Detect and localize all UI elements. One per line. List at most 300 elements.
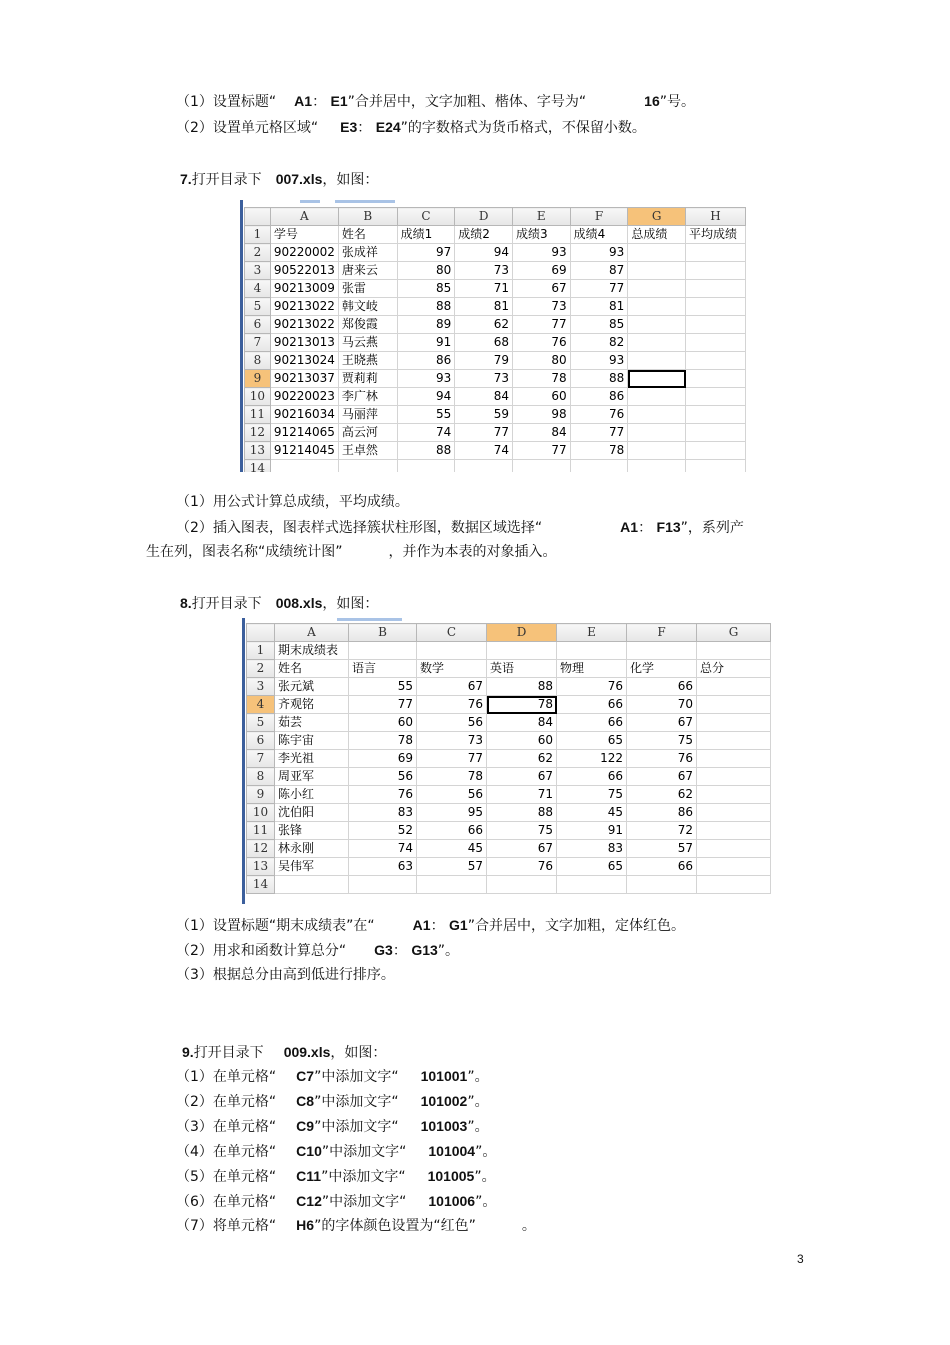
table-row — [245, 460, 746, 473]
cell-B3[interactable]: 55 — [349, 678, 417, 696]
cell-B9[interactable]: 贾莉莉 — [338, 370, 397, 388]
q7-heading: 7.打开目录下 007.xls，如图： — [180, 171, 379, 188]
cell-B11[interactable]: 52 — [349, 822, 417, 840]
table-row — [247, 804, 771, 822]
cell-E11[interactable]: 98 — [512, 406, 570, 424]
cell-A6[interactable]: 90213022 — [270, 316, 338, 334]
cell-F2[interactable]: 93 — [570, 244, 628, 262]
cell-B8[interactable]: 56 — [349, 768, 417, 786]
cell-G12[interactable] — [628, 424, 686, 442]
table-row — [245, 352, 746, 370]
cell-C6[interactable]: 89 — [397, 316, 455, 334]
cell-A7[interactable]: 90213013 — [270, 334, 338, 352]
cell-E7[interactable]: 122 — [557, 750, 627, 768]
cell-D11[interactable]: 75 — [487, 822, 557, 840]
cell-C9[interactable]: 93 — [397, 370, 455, 388]
cell-C7[interactable]: 91 — [397, 334, 455, 352]
cell-D3[interactable]: 88 — [487, 678, 557, 696]
cell-A10[interactable]: 90220023 — [270, 388, 338, 406]
cell-F6[interactable]: 85 — [570, 316, 628, 334]
cell-H11[interactable] — [686, 406, 746, 424]
cell-D13[interactable]: 76 — [487, 858, 557, 876]
q9-heading: 9.打开目录下 009.xls，如图： — [182, 1044, 387, 1061]
cell-D9[interactable]: 73 — [455, 370, 513, 388]
cell-C11[interactable]: 55 — [397, 406, 455, 424]
cell-C4[interactable]: 76 — [417, 696, 487, 714]
table-row — [245, 316, 746, 334]
cell-H14[interactable] — [686, 460, 746, 473]
column-header-E[interactable]: E — [557, 624, 627, 642]
cell-D8[interactable]: 67 — [487, 768, 557, 786]
cell-G10[interactable] — [697, 804, 771, 822]
cell-C14[interactable] — [397, 460, 455, 473]
q9-item-5: （5）在单元格“ C11”中添加文字“ 101005”。 — [176, 1168, 496, 1185]
cell-F8[interactable]: 67 — [627, 768, 697, 786]
table-row — [245, 280, 746, 298]
cell-C1[interactable]: 成绩1 — [397, 226, 455, 244]
cell-F3[interactable]: 87 — [570, 262, 628, 280]
cell-C12[interactable]: 74 — [397, 424, 455, 442]
q8-grid — [246, 623, 771, 894]
cell-E5[interactable]: 66 — [557, 714, 627, 732]
table-row — [245, 262, 746, 280]
cell-A5[interactable]: 茹芸 — [275, 714, 349, 732]
cell-D1[interactable] — [487, 642, 557, 660]
q7-item-2-cont: 生在列，图表名称“成绩统计图” ，并作为本表的对象插入。 — [146, 544, 557, 560]
cell-E2[interactable]: 93 — [512, 244, 570, 262]
column-header-D[interactable]: D — [487, 624, 557, 642]
q9-item-2: （2）在单元格“ C8”中添加文字“ 101002”。 — [176, 1093, 489, 1110]
cell-D13[interactable]: 74 — [455, 442, 513, 460]
cell-G11[interactable] — [628, 406, 686, 424]
cell-G8[interactable] — [628, 352, 686, 370]
cell-G11[interactable] — [697, 822, 771, 840]
cell-G14[interactable] — [697, 876, 771, 894]
cell-D8[interactable]: 79 — [455, 352, 513, 370]
column-header-G[interactable]: G — [697, 624, 771, 642]
cell-F14[interactable] — [570, 460, 628, 473]
cell-C8[interactable]: 78 — [417, 768, 487, 786]
cell-H2[interactable] — [686, 244, 746, 262]
cell-E7[interactable]: 76 — [512, 334, 570, 352]
cell-B7[interactable]: 马云燕 — [338, 334, 397, 352]
row-header[interactable]: 2 — [245, 244, 271, 262]
row-header[interactable]: 4 — [247, 696, 275, 714]
cell-H12[interactable] — [686, 424, 746, 442]
q8-item-3: （3）根据总分由高到低进行排序。 — [176, 967, 395, 983]
table-row — [247, 732, 771, 750]
cell-B1[interactable]: 姓名 — [338, 226, 397, 244]
cell-B1[interactable] — [349, 642, 417, 660]
cell-E9[interactable]: 78 — [512, 370, 570, 388]
cell-E11[interactable]: 91 — [557, 822, 627, 840]
cell-E6[interactable]: 65 — [557, 732, 627, 750]
cell-F1[interactable] — [627, 642, 697, 660]
cell-F5[interactable]: 67 — [627, 714, 697, 732]
cell-B2[interactable]: 张成祥 — [338, 244, 397, 262]
page-number: 3 — [797, 1252, 804, 1266]
cell-G2[interactable] — [628, 244, 686, 262]
cell-G7[interactable] — [628, 334, 686, 352]
cell-G4[interactable] — [697, 696, 771, 714]
row-header[interactable]: 12 — [245, 424, 271, 442]
instruction-line-2: （2）设置单元格区域“ E3： E24”的字数格式为货币格式，不保留小数。 — [176, 119, 646, 136]
row-header[interactable]: 9 — [247, 786, 275, 804]
cell-A4[interactable]: 90213009 — [270, 280, 338, 298]
cell-B4[interactable]: 77 — [349, 696, 417, 714]
cell-C5[interactable]: 88 — [397, 298, 455, 316]
cell-E1[interactable] — [557, 642, 627, 660]
cell-G3[interactable] — [697, 678, 771, 696]
cell-D2[interactable]: 英语 — [487, 660, 557, 678]
cell-A2[interactable]: 姓名 — [275, 660, 349, 678]
column-header-B[interactable]: B — [349, 624, 417, 642]
q9-item-3: （3）在单元格“ C9”中添加文字“ 101003”。 — [176, 1118, 489, 1135]
q7-item-2: （2）插入图表，图表样式选择簇状柱形图，数据区域选择“ A1： F13”，系列产 — [176, 519, 744, 536]
cell-E1[interactable]: 成绩3 — [512, 226, 570, 244]
cell-E13[interactable]: 77 — [512, 442, 570, 460]
cell-E9[interactable]: 75 — [557, 786, 627, 804]
cell-E14[interactable] — [512, 460, 570, 473]
table-row — [247, 822, 771, 840]
row-header[interactable]: 6 — [245, 316, 271, 334]
table-row — [245, 244, 746, 262]
cell-B13[interactable]: 王卓然 — [338, 442, 397, 460]
table-row — [247, 858, 771, 876]
cell-G13[interactable] — [697, 858, 771, 876]
q8-item-2: （2）用求和函数计算总分“ G3： G13”。 — [176, 942, 460, 959]
cell-E4[interactable]: 66 — [557, 696, 627, 714]
cell-H10[interactable] — [686, 388, 746, 406]
cell-D6[interactable]: 60 — [487, 732, 557, 750]
row-header[interactable]: 4 — [245, 280, 271, 298]
row-header[interactable]: 14 — [247, 876, 275, 894]
cell-E10[interactable]: 45 — [557, 804, 627, 822]
cell-A3[interactable]: 张元斌 — [275, 678, 349, 696]
row-header[interactable]: 9 — [245, 370, 271, 388]
row-header[interactable]: 7 — [245, 334, 271, 352]
cell-E8[interactable]: 80 — [512, 352, 570, 370]
cell-B10[interactable]: 李广林 — [338, 388, 397, 406]
row-header[interactable]: 10 — [247, 804, 275, 822]
table-row — [247, 786, 771, 804]
cell-B12[interactable]: 74 — [349, 840, 417, 858]
cell-B5[interactable]: 韩文岐 — [338, 298, 397, 316]
cell-B5[interactable]: 60 — [349, 714, 417, 732]
cell-C9[interactable]: 56 — [417, 786, 487, 804]
cell-G6[interactable] — [697, 732, 771, 750]
cell-B4[interactable]: 张雷 — [338, 280, 397, 298]
cell-A4[interactable]: 齐观铭 — [275, 696, 349, 714]
cell-B14[interactable] — [349, 876, 417, 894]
cell-C14[interactable] — [417, 876, 487, 894]
cell-F12[interactable]: 77 — [570, 424, 628, 442]
cell-G1[interactable]: 总成绩 — [628, 226, 686, 244]
cell-E12[interactable]: 83 — [557, 840, 627, 858]
cell-D10[interactable]: 84 — [455, 388, 513, 406]
instruction-line-1: （1）设置标题“ A1： E1”合并居中，文字加粗、楷体、字号为“ 16”号。 — [176, 93, 696, 110]
cell-F2[interactable]: 化学 — [627, 660, 697, 678]
row-header[interactable]: 11 — [247, 822, 275, 840]
row-header[interactable]: 2 — [247, 660, 275, 678]
cell-E2[interactable]: 物理 — [557, 660, 627, 678]
cell-B9[interactable]: 76 — [349, 786, 417, 804]
cell-C12[interactable]: 45 — [417, 840, 487, 858]
cell-A11[interactable]: 90216034 — [270, 406, 338, 424]
corner-cell[interactable] — [247, 624, 275, 642]
cell-A5[interactable]: 90213022 — [270, 298, 338, 316]
cell-D6[interactable]: 62 — [455, 316, 513, 334]
cell-G1[interactable] — [697, 642, 771, 660]
cell-B14[interactable] — [338, 460, 397, 473]
cell-A6[interactable]: 陈宇宙 — [275, 732, 349, 750]
q9-item-1: （1）在单元格“ C7”中添加文字“ 101001”。 — [176, 1068, 489, 1085]
cell-D1[interactable]: 成绩2 — [455, 226, 513, 244]
cell-G7[interactable] — [697, 750, 771, 768]
cell-D7[interactable]: 62 — [487, 750, 557, 768]
cell-H6[interactable] — [686, 316, 746, 334]
table-row — [247, 714, 771, 732]
row-header[interactable]: 5 — [247, 714, 275, 732]
cell-F1[interactable]: 成绩4 — [570, 226, 628, 244]
column-header-B[interactable]: B — [338, 208, 397, 226]
cell-E3[interactable]: 76 — [557, 678, 627, 696]
cell-E6[interactable]: 77 — [512, 316, 570, 334]
cell-B6[interactable]: 郑俊霞 — [338, 316, 397, 334]
row-header[interactable]: 7 — [247, 750, 275, 768]
cell-E10[interactable]: 60 — [512, 388, 570, 406]
cell-D10[interactable]: 88 — [487, 804, 557, 822]
cell-D14[interactable] — [487, 876, 557, 894]
row-header[interactable]: 3 — [247, 678, 275, 696]
cell-A10[interactable]: 沈伯阳 — [275, 804, 349, 822]
cell-D3[interactable]: 73 — [455, 262, 513, 280]
table-row — [245, 388, 746, 406]
table-row — [247, 660, 771, 678]
cell-F11[interactable]: 72 — [627, 822, 697, 840]
cell-C3[interactable]: 67 — [417, 678, 487, 696]
cell-G13[interactable] — [628, 442, 686, 460]
column-header-C[interactable]: C — [397, 208, 455, 226]
cell-A1[interactable]: 期末成绩表 — [275, 642, 349, 660]
column-header-G[interactable]: G — [628, 208, 686, 226]
column-header-A[interactable]: A — [270, 208, 338, 226]
cell-F9[interactable]: 88 — [570, 370, 628, 388]
row-header[interactable]: 13 — [245, 442, 271, 460]
cell-G14[interactable] — [628, 460, 686, 473]
cell-G10[interactable] — [628, 388, 686, 406]
cell-G2[interactable]: 总分 — [697, 660, 771, 678]
cell-A14[interactable] — [270, 460, 338, 473]
cell-C5[interactable]: 56 — [417, 714, 487, 732]
cell-B10[interactable]: 83 — [349, 804, 417, 822]
cell-G4[interactable] — [628, 280, 686, 298]
table-row — [245, 424, 746, 442]
q9-item-6: （6）在单元格“ C12”中添加文字“ 101006”。 — [176, 1193, 497, 1210]
cell-B7[interactable]: 69 — [349, 750, 417, 768]
cell-E8[interactable]: 66 — [557, 768, 627, 786]
cell-E5[interactable]: 73 — [512, 298, 570, 316]
column-header-E[interactable]: E — [512, 208, 570, 226]
cell-F6[interactable]: 75 — [627, 732, 697, 750]
row-header[interactable]: 8 — [245, 352, 271, 370]
cell-A7[interactable]: 李光祖 — [275, 750, 349, 768]
cell-B8[interactable]: 王晓燕 — [338, 352, 397, 370]
row-header[interactable]: 8 — [247, 768, 275, 786]
cell-C11[interactable]: 66 — [417, 822, 487, 840]
cell-F10[interactable]: 86 — [627, 804, 697, 822]
row-header[interactable]: 13 — [247, 858, 275, 876]
cell-E14[interactable] — [557, 876, 627, 894]
cell-H9[interactable] — [686, 370, 746, 388]
q9-item-7: （7）将单元格“ H6”的字体颜色设置为“红色” 。 — [176, 1217, 536, 1234]
cell-A12[interactable]: 91214065 — [270, 424, 338, 442]
cell-B3[interactable]: 唐来云 — [338, 262, 397, 280]
cell-A1[interactable]: 学号 — [270, 226, 338, 244]
cell-G8[interactable] — [697, 768, 771, 786]
cell-C1[interactable] — [417, 642, 487, 660]
column-header-A[interactable]: A — [275, 624, 349, 642]
cell-E4[interactable]: 67 — [512, 280, 570, 298]
corner-cell[interactable] — [245, 208, 271, 226]
q9-item-4: （4）在单元格“ C10”中添加文字“ 101004”。 — [176, 1143, 497, 1160]
cell-G5[interactable] — [697, 714, 771, 732]
cell-G9[interactable] — [628, 370, 686, 388]
cell-F13[interactable]: 66 — [627, 858, 697, 876]
cell-F5[interactable]: 81 — [570, 298, 628, 316]
q8-item-1: （1）设置标题“期末成绩表”在“ A1： G1”合并居中，文字加粗，定体红色。 — [176, 917, 685, 934]
cell-F4[interactable]: 77 — [570, 280, 628, 298]
cell-H7[interactable] — [686, 334, 746, 352]
cell-H1[interactable]: 平均成绩 — [686, 226, 746, 244]
column-header-C[interactable]: C — [417, 624, 487, 642]
table-row — [245, 226, 746, 244]
cell-C8[interactable]: 86 — [397, 352, 455, 370]
cell-H5[interactable] — [686, 298, 746, 316]
cell-F8[interactable]: 93 — [570, 352, 628, 370]
cell-A13[interactable]: 91214045 — [270, 442, 338, 460]
cell-A12[interactable]: 林永刚 — [275, 840, 349, 858]
cell-D11[interactable]: 59 — [455, 406, 513, 424]
cell-A3[interactable]: 90522013 — [270, 262, 338, 280]
cell-D2[interactable]: 94 — [455, 244, 513, 262]
cell-G3[interactable] — [628, 262, 686, 280]
q7-grid — [244, 207, 746, 472]
cell-B13[interactable]: 63 — [349, 858, 417, 876]
cell-C10[interactable]: 94 — [397, 388, 455, 406]
column-header-F[interactable]: F — [570, 208, 628, 226]
cell-F3[interactable]: 66 — [627, 678, 697, 696]
cell-C6[interactable]: 73 — [417, 732, 487, 750]
q7-spreadsheet — [240, 200, 746, 472]
cell-F9[interactable]: 62 — [627, 786, 697, 804]
cell-A9[interactable]: 90213037 — [270, 370, 338, 388]
cell-G9[interactable] — [697, 786, 771, 804]
cell-B12[interactable]: 高云河 — [338, 424, 397, 442]
cell-C7[interactable]: 77 — [417, 750, 487, 768]
q8-spreadsheet — [242, 618, 774, 904]
cell-A8[interactable]: 周亚军 — [275, 768, 349, 786]
table-row — [247, 678, 771, 696]
row-header[interactable]: 10 — [245, 388, 271, 406]
cell-D5[interactable]: 84 — [487, 714, 557, 732]
cell-D12[interactable]: 77 — [455, 424, 513, 442]
cell-E13[interactable]: 65 — [557, 858, 627, 876]
cell-A9[interactable]: 陈小红 — [275, 786, 349, 804]
q7-item-1: （1）用公式计算总成绩，平均成绩。 — [176, 494, 409, 510]
cell-E3[interactable]: 69 — [512, 262, 570, 280]
table-row — [247, 696, 771, 714]
cell-C13[interactable]: 57 — [417, 858, 487, 876]
cell-E12[interactable]: 84 — [512, 424, 570, 442]
table-row — [245, 442, 746, 460]
cell-G5[interactable] — [628, 298, 686, 316]
cell-G12[interactable] — [697, 840, 771, 858]
cell-C2[interactable]: 数学 — [417, 660, 487, 678]
cell-D7[interactable]: 68 — [455, 334, 513, 352]
table-row — [247, 642, 771, 660]
column-header-H[interactable]: H — [686, 208, 746, 226]
column-header-F[interactable]: F — [627, 624, 697, 642]
cell-D4[interactable]: 78 — [487, 696, 557, 714]
cell-D9[interactable]: 71 — [487, 786, 557, 804]
cell-H4[interactable] — [686, 280, 746, 298]
cell-B6[interactable]: 78 — [349, 732, 417, 750]
cell-C13[interactable]: 88 — [397, 442, 455, 460]
row-header[interactable]: 5 — [245, 298, 271, 316]
row-header[interactable]: 11 — [245, 406, 271, 424]
cell-F4[interactable]: 70 — [627, 696, 697, 714]
row-header[interactable]: 6 — [247, 732, 275, 750]
row-header[interactable]: 1 — [245, 226, 271, 244]
cell-F13[interactable]: 78 — [570, 442, 628, 460]
cell-B11[interactable]: 马丽萍 — [338, 406, 397, 424]
cell-H3[interactable] — [686, 262, 746, 280]
cell-F14[interactable] — [627, 876, 697, 894]
cell-D12[interactable]: 67 — [487, 840, 557, 858]
cell-D4[interactable]: 71 — [455, 280, 513, 298]
table-row — [245, 406, 746, 424]
row-header[interactable]: 14 — [245, 460, 271, 473]
cell-C4[interactable]: 85 — [397, 280, 455, 298]
cell-H13[interactable] — [686, 442, 746, 460]
cell-H8[interactable] — [686, 352, 746, 370]
cell-G6[interactable] — [628, 316, 686, 334]
cell-F7[interactable]: 76 — [627, 750, 697, 768]
table-row — [245, 370, 746, 388]
cell-D5[interactable]: 81 — [455, 298, 513, 316]
cell-D14[interactable] — [455, 460, 513, 473]
cell-A8[interactable]: 90213024 — [270, 352, 338, 370]
cell-F10[interactable]: 86 — [570, 388, 628, 406]
cell-C3[interactable]: 80 — [397, 262, 455, 280]
cell-C10[interactable]: 95 — [417, 804, 487, 822]
cell-A13[interactable]: 吴伟军 — [275, 858, 349, 876]
row-header[interactable]: 1 — [247, 642, 275, 660]
cell-F11[interactable]: 76 — [570, 406, 628, 424]
row-header[interactable]: 3 — [245, 262, 271, 280]
cell-F12[interactable]: 57 — [627, 840, 697, 858]
column-header-D[interactable]: D — [455, 208, 513, 226]
cell-A14[interactable] — [275, 876, 349, 894]
table-row — [245, 334, 746, 352]
cell-A2[interactable]: 90220002 — [270, 244, 338, 262]
cell-A11[interactable]: 张锋 — [275, 822, 349, 840]
cell-C2[interactable]: 97 — [397, 244, 455, 262]
row-header[interactable]: 12 — [247, 840, 275, 858]
cell-B2[interactable]: 语言 — [349, 660, 417, 678]
cell-F7[interactable]: 82 — [570, 334, 628, 352]
